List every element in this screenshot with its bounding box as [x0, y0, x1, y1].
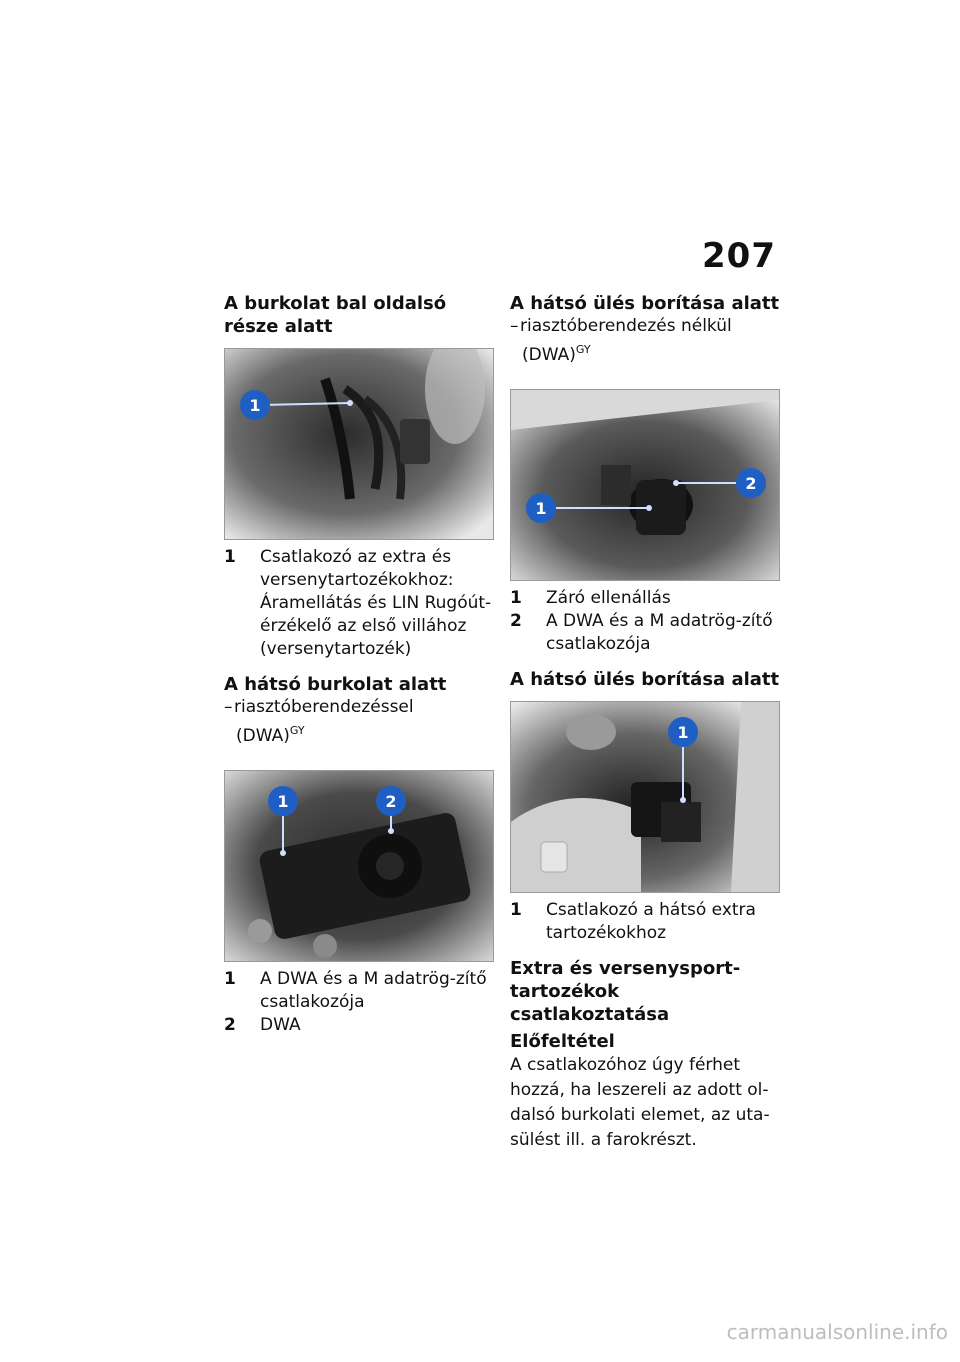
- legend-item: 1 Csatlakozó a hátsó extra tartozékokhoz: [510, 900, 756, 943]
- legend-item: 1 A DWA és a M adatrög-zítő csatlakozója: [224, 969, 487, 1012]
- section-title-rear-seat-no-alarm: A hátsó ülés borítása alatt: [510, 293, 780, 314]
- legend-item: 2 DWA: [224, 1015, 301, 1035]
- photo-rear-seat-connector: [510, 701, 780, 893]
- section-subtitle-with-alarm: –riasztóberendezéssel (DWA)$^{GY}$: [224, 697, 414, 746]
- callout-1-label: 1: [535, 499, 547, 518]
- section-title-accessory-connection: Extra és versenysport-tartozékok csatlakoztatása: [510, 958, 741, 1025]
- photo-front-left-connector: [224, 348, 494, 540]
- section-title-rear-cover: A hátsó burkolat alatt: [224, 674, 447, 695]
- section-subtitle-without-alarm: –riasztóberendezés nélkül (DWA)$^{GY}$: [510, 316, 732, 365]
- legend-rear-cover: [224, 968, 494, 1037]
- page-number: 207: [702, 236, 776, 276]
- callout-1-label: 1: [249, 396, 261, 415]
- legend-front-left: [224, 546, 494, 661]
- callout-1-label: 1: [677, 723, 689, 742]
- legend-rear-seat: [510, 899, 780, 945]
- section-subtitle-prerequisite: Előfeltétel: [510, 1031, 615, 1052]
- callout-2-label: 2: [385, 792, 397, 811]
- right-column: [510, 292, 780, 1153]
- photo-rear-seat-no-alarm: [510, 389, 780, 581]
- legend-item: 2 A DWA és a M adatrög-zítő csatlakozója: [510, 611, 773, 654]
- photo-rear-cover-alarm: [224, 770, 494, 962]
- section-title-rear-seat: A hátsó ülés borítása alatt: [510, 669, 780, 690]
- section-title-front-left-panel: A burkolat bal oldalsó része alatt: [224, 293, 447, 337]
- legend-item: 1 Csatlakozó az extra és versenytartozékokhoz: Áramellátás és LIN Rugóút-érzékelő az első villához (versenytartozék): [224, 547, 492, 659]
- legend-rear-seat-no-alarm: [510, 587, 780, 656]
- callout-1-label: 1: [277, 792, 289, 811]
- watermark: carmanualsonline.info: [726, 1320, 948, 1344]
- legend-item: 1 Záró ellenállás: [510, 588, 671, 608]
- prerequisite-text: A csatlakozóhoz úgy férhet hozzá, ha leszereli az adott ol-dalsó burkolati elemet, az uta-sülést ill. a farokrészt.: [510, 1055, 770, 1150]
- left-column: [224, 292, 494, 1037]
- callout-2-label: 2: [745, 474, 757, 493]
